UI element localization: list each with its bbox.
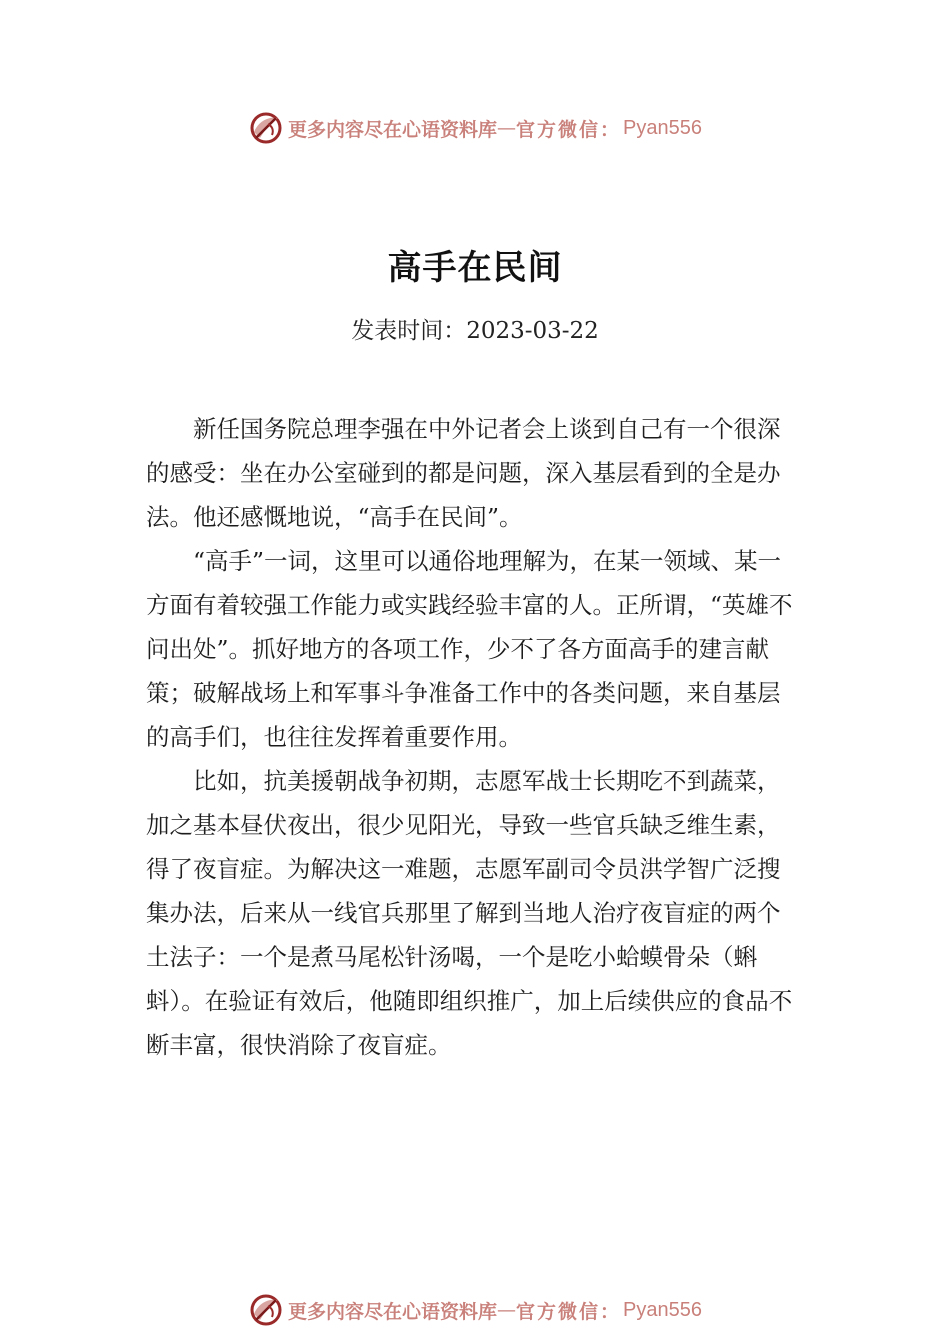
quill-logo-icon: [248, 1292, 284, 1328]
banner-separator: —: [497, 1299, 517, 1321]
paragraph-3: 比如，抗美援朝战争初期，志愿军战士长期吃不到蔬菜，加之基本昼伏夜出，很少见阳光，导致一些官兵缺乏维生素，得了夜盲症。为解决这一难题，志愿军副司令员洪学智广泛搜集办法，后来从一线官兵那里了解到当地人治疗夜盲症的两个土法子：一个是煮马尾松针汤喝，一个是吃小蛤蟆骨朵（蝌蚪）。在验证有效后，他随即组织推广，加上后续供应的食品不断丰富，很快消除了夜盲症。: [146, 767, 793, 1059]
header-banner: [0, 108, 950, 148]
banner-text: 更多内容尽在心语资料库: [288, 1300, 498, 1323]
footer-banner: [0, 1290, 950, 1330]
article-body: [146, 407, 796, 1067]
banner-separator: —: [497, 117, 517, 139]
article-title: 高手在民间: [387, 248, 563, 288]
quill-logo-icon: [248, 110, 284, 146]
paragraph-2: “高手”一词，这里可以通俗地理解为，在某一领域、某一方面有着较强工作能力或实践经验丰富的人。正所谓，“英雄不问出处”。抓好地方的各项工作，少不了各方面高手的建言献策；破解战场上和军事斗争准备工作中的各类问题，来自基层的高手们，也往往发挥着重要作用。: [146, 547, 793, 751]
banner-wechat-label: 官方微信：: [516, 118, 622, 141]
paragraph-1: 新任国务院总理李强在中外记者会上谈到自己有一个很深的感受：坐在办公室碰到的都是问题，深入基层看到的全是办法。他还感慨地说，“高手在民间”。: [146, 415, 781, 531]
banner-text: 更多内容尽在心语资料库: [288, 118, 498, 141]
banner-wechat-label: 官方微信：: [516, 1300, 622, 1323]
banner-wechat-id: Pyan556: [623, 1298, 702, 1321]
publish-date: 发表时间：2023-03-22: [351, 318, 599, 344]
banner-wechat-id: Pyan556: [623, 116, 702, 139]
